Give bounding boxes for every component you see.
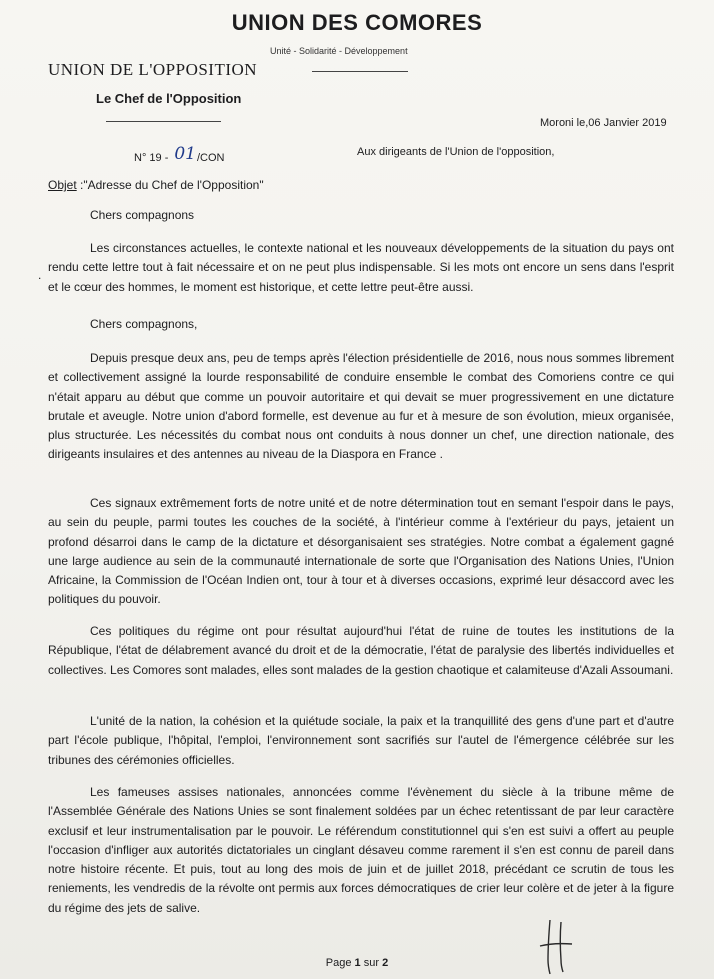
office-title: Le Chef de l'Opposition	[96, 91, 242, 106]
stray-mark: .	[38, 268, 42, 282]
footer-middle: sur	[360, 957, 383, 969]
paragraph-text: L'unité de la nation, la cohésion et la quiétude sociale, la paix et la tranquillité des gens d'une part et d'autre part l'école publique, l'hôpital, l'emploi, l'environnement sont sacrifiés sur l'autel de l'émergence célébrée sur les tribunes des cérémonies officielles.	[48, 714, 674, 767]
letter-date: Moroni le,06 Janvier 2019	[540, 117, 667, 129]
salutation: Chers compagnons	[90, 208, 195, 222]
paragraph-text: Depuis presque deux ans, peu de temps après l'élection présidentielle de 2016, nous nous sommes librement et collectivement assigné la lourde responsabilité de conduire ensemble le combat des Comoriens contre ce qui n'était apparu au début que comme un pouvoir autoritaire et qui devait se muer progressivement en une dictature brutale et aveugle. Notre union d'abord formelle, est devenue au fur et à mesure de son évolution, mieux organisée, plus structurée. Les nécessités du combat nous ont conduits à nous donner un chef, une direction nationale, des dirigeants insulaires et des antennes au niveau de la Diaspora en France .	[48, 351, 674, 462]
subject-label: Objet	[48, 178, 77, 192]
reference-prefix: N° 19 -	[134, 152, 169, 164]
subject-line	[48, 178, 264, 192]
reference-number	[134, 146, 225, 166]
national-motto: Unité - Solidarité - Développement	[270, 46, 408, 56]
paragraph-text: Ces politiques du régime ont pour résultat aujourd'hui l'état de ruine de toutes les institutions de la République, l'état de délabrement avancé du droit et de la démocratie, l'état de paralysie des libertés individuelles et collectives. Les Comores sont malades, elles sont malades de la gestion chaotique et calamiteuse d'Azali Assoumani.	[48, 624, 674, 677]
subject-text: :"Adresse du Chef de l'Opposition"	[76, 178, 264, 192]
paragraph-text: Ces signaux extrêmement forts de notre unité et de notre détermination tout en semant l'espoir dans le pays, au sein du peuple, parmi toutes les couches de la société, à l'intérieur comme à l'extérieur du pays, jetaient un profond désarroi dans le camp de la dictature et désorganisaient ses stratégies. Notre combat a également gagné une large audience au sein de la communauté internationale de sorte que l'Organisation des Nations Unies, l'Union Africaine, la Commission de l'Océan Indien ont, tour à tour et à diverses occasions, exprimé leur désaccord avec les politiques du pouvoir.	[48, 496, 674, 607]
country-title: UNION DES COMORES	[231, 10, 483, 35]
salutation: Chers compagnons,	[90, 317, 198, 331]
reference-suffix: /CON	[197, 152, 225, 164]
paragraph-text: Les circonstances actuelles, le contexte national et les nouveaux développements de la situation du pays ont rendu cette lettre tout à fait nécessaire et on ne peut plus indispensable. Si les mots ont encore un sens dans l'esprit et le cœur des hommes, le moment est historique, et cette lettre peut-être aussi.	[48, 241, 674, 294]
paragraph	[48, 712, 674, 770]
footer-prefix: Page	[325, 957, 355, 969]
organization-name: UNION DE L'OPPOSITION	[48, 60, 258, 79]
divider	[106, 121, 221, 122]
paragraph	[48, 494, 674, 610]
divider	[312, 71, 408, 72]
paragraph-text: Les fameuses assises nationales, annoncées comme l'évènement du siècle à la tribune même de l'Assemblée Générale des Nations Unies se sont finalement soldées par un échec retentissant de par leur caractère exclusif et leur instrumentalisation par le pouvoir. Le référendum constitutionnel qui s'en est suivi a offert au peuple l'occasion d'infliger aux autorités dictatoriales un cinglant désaveu comme rarement il s'en est connu de pareil dans notre histoire récente. Et puis, tout au long des mois de juin et de juillet 2018, précédant ce scrutin de tous les reniements, les vendredis de la révolte ont permis aux forces démocratiques de crier leur colère et de jeter à la figure du régime des jets de salive.	[48, 785, 674, 915]
paragraph	[48, 239, 674, 297]
page-footer	[0, 957, 714, 969]
footer-total-pages: 2	[382, 957, 389, 969]
paragraph	[48, 349, 674, 465]
paragraph	[48, 783, 674, 918]
paragraph	[48, 622, 674, 680]
footer-current-page: 1	[354, 957, 361, 969]
recipient-line: Aux dirigeants de l'Union de l'opposition,	[357, 146, 555, 158]
reference-handwritten-number: 01	[174, 144, 196, 164]
